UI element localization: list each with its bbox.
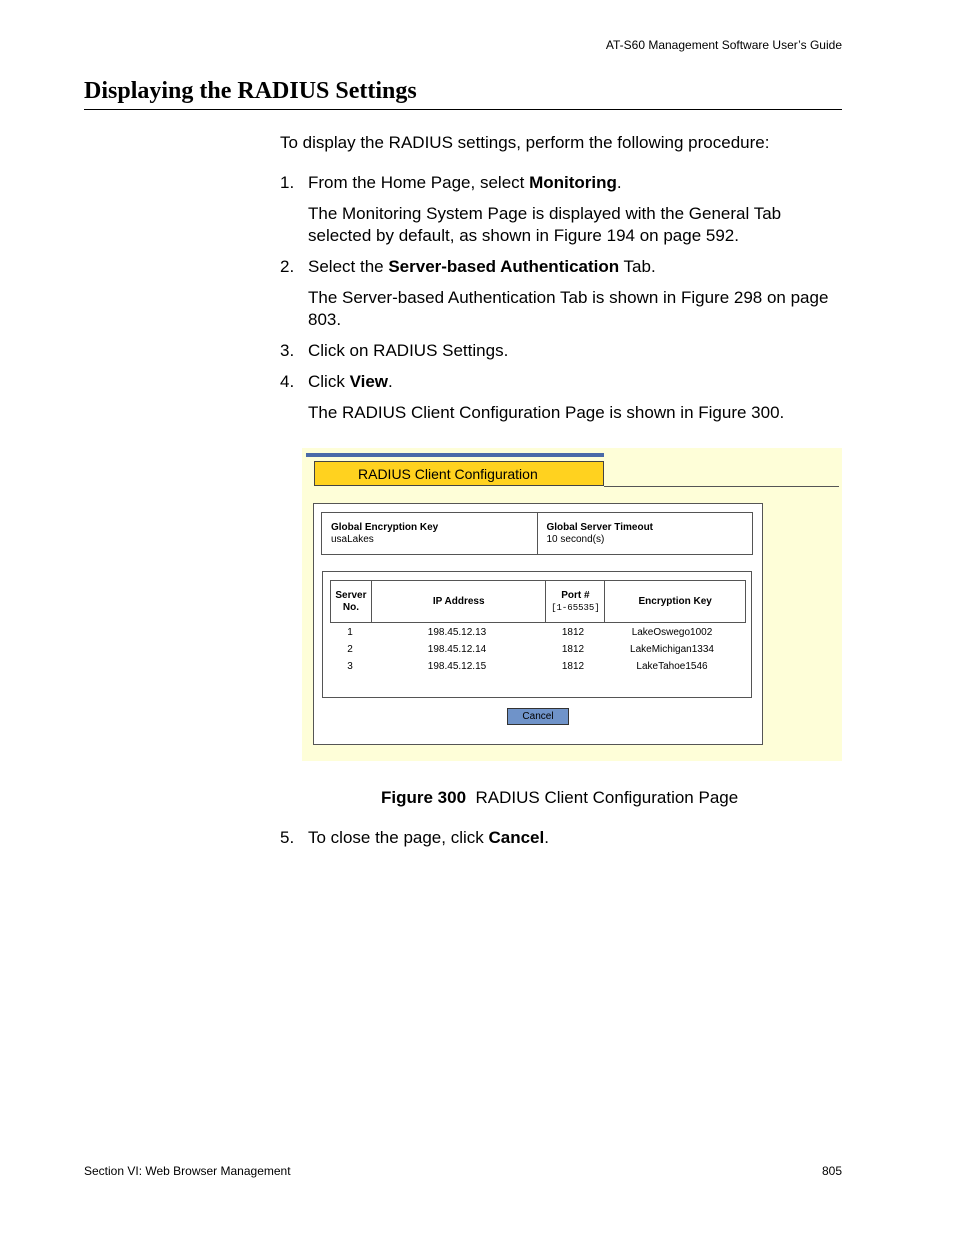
server-table-header <box>330 580 746 623</box>
step-4-note: The RADIUS Client Configuration Page is shown in Figure 300. <box>308 403 785 422</box>
step-text-end: . <box>544 828 549 847</box>
step-2 <box>280 256 840 278</box>
page-number: 805 <box>821 1164 842 1178</box>
figure-screenshot <box>302 448 842 761</box>
step-bold: Cancel <box>488 828 545 847</box>
global-encryption-key-cell <box>322 513 537 554</box>
step-text: To close the page, click <box>308 828 489 847</box>
step-2-note: The Server-based Authentication Tab is shown in Figure 298 on page 803. <box>308 288 829 329</box>
step-number: 2. <box>280 257 295 276</box>
col-port: Port # [1-65535] <box>545 581 604 622</box>
step-text-end: . <box>616 173 622 192</box>
cancel-button[interactable]: Cancel <box>507 708 569 725</box>
step-1-note: The Monitoring System Page is displayed with the General Tab selected by default, as shown in Figure 194 on page 592. <box>308 204 782 245</box>
procedure-body <box>280 132 840 433</box>
col-ip-address: IP Address <box>371 581 546 622</box>
figure-number: Figure 300 <box>381 788 467 807</box>
global-server-timeout-value: 10 second(s) <box>546 534 605 545</box>
step-4 <box>280 371 840 393</box>
table-row: 2 198.45.12.14 1812 LakeMichigan1334 <box>347 644 714 655</box>
global-encryption-key-value: usaLakes <box>331 534 374 545</box>
section-title: Displaying the RADIUS Settings <box>84 78 417 104</box>
title-rule <box>84 109 842 110</box>
tab-radius-client-configuration[interactable]: RADIUS Client Configuration <box>314 461 604 486</box>
step-number: 1. <box>280 173 295 192</box>
step-1 <box>280 172 840 194</box>
table-row: 3 198.45.12.15 1812 LakeTahoe1546 <box>347 661 708 672</box>
col-server-no: Server No. <box>335 589 367 613</box>
step-number: 4. <box>280 372 295 391</box>
step-bold: Monitoring <box>529 173 617 192</box>
step-5 <box>280 827 840 849</box>
global-encryption-key-label: Global Encryption Key <box>331 522 439 533</box>
step-text-end: Tab. <box>619 257 656 276</box>
intro-text: To display the RADIUS settings, perform the following procedure: <box>280 133 770 152</box>
step-bold: Server-based Authentication <box>388 257 620 276</box>
step-text-end: . <box>388 372 393 391</box>
step-number: 3. <box>280 341 295 360</box>
step-bold: View <box>349 372 388 391</box>
config-panel <box>313 503 763 745</box>
global-server-timeout-cell <box>537 513 753 554</box>
step-3 <box>280 340 840 362</box>
figure-title: RADIUS Client Configuration Page <box>475 788 739 807</box>
col-encryption-key: Encryption Key <box>604 581 745 622</box>
running-header: AT-S60 Management Software User’s Guide <box>605 38 842 52</box>
step-text: Click on RADIUS Settings. <box>308 341 509 360</box>
step-number: 5. <box>280 828 295 847</box>
tab-strip <box>306 453 604 457</box>
figure-caption <box>381 787 738 809</box>
step-text: Select the <box>308 257 389 276</box>
footer-section: Section VI: Web Browser Management <box>84 1164 291 1178</box>
tab-divider <box>604 486 839 487</box>
global-settings-box <box>321 512 753 555</box>
step-text: From the Home Page, select <box>308 173 530 192</box>
server-table <box>322 571 752 698</box>
step-text: Click <box>308 372 350 391</box>
global-server-timeout-label: Global Server Timeout <box>546 522 654 533</box>
table-row: 1 198.45.12.13 1812 LakeOswego1002 <box>347 627 713 638</box>
